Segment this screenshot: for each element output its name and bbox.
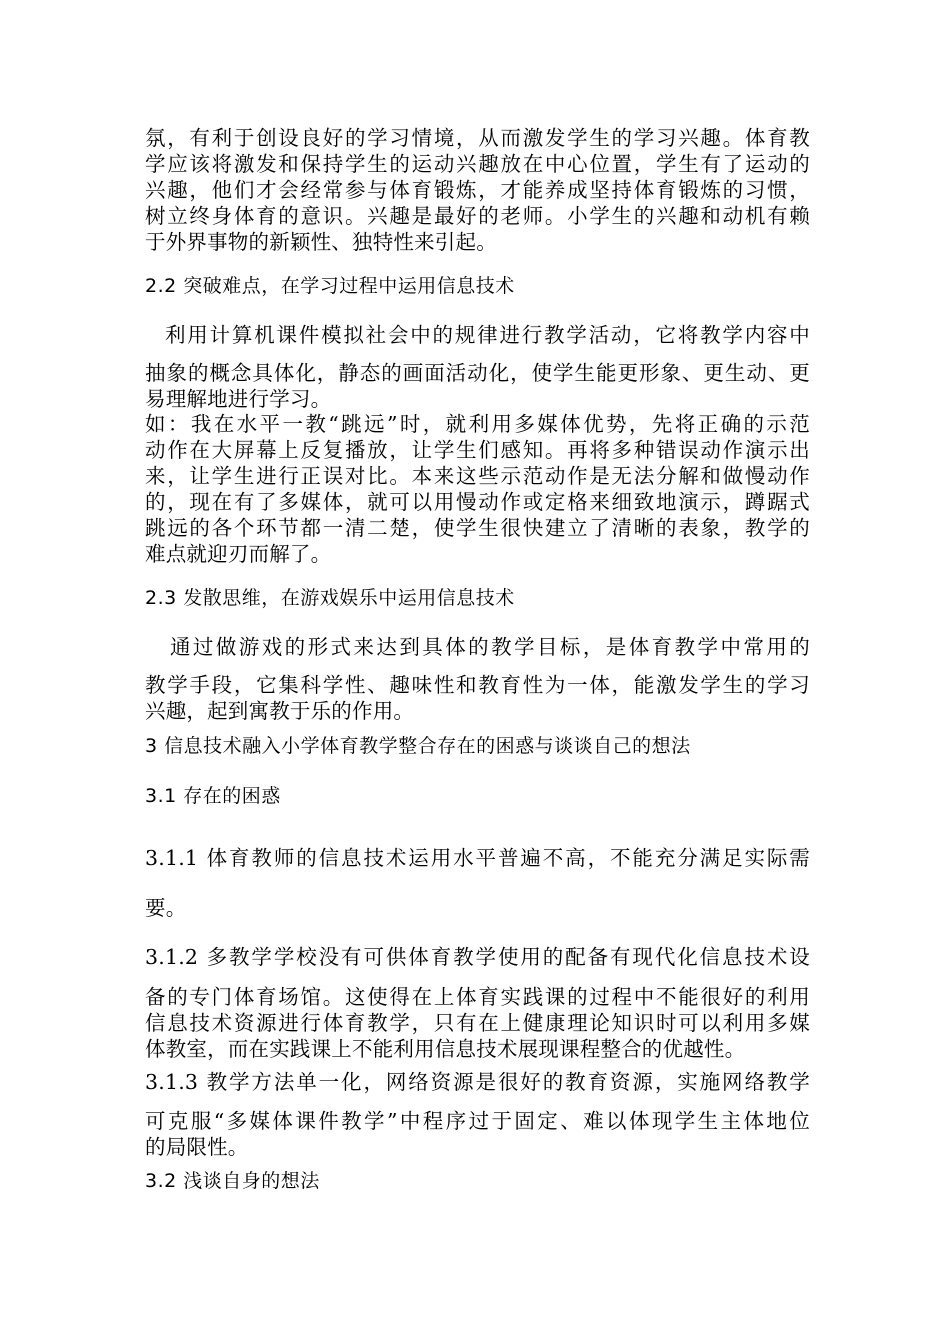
- paragraph-line: 3.1.3 教学方法单一化，网络资源是很好的教育资源，实施网络教学: [145, 1070, 810, 1094]
- paragraph-line: 氛，有利于创设良好的学习情境，从而激发学生的学习兴趣。体育教: [145, 126, 810, 150]
- paragraph-line: 抽象的概念具体化，静态的画面活动化，使学生能更形象、更生动、更: [145, 361, 810, 385]
- paragraph-line: 于外界事物的新颖性、独特性来引起。: [145, 230, 497, 254]
- paragraph-line: 备的专门体育场馆。这使得在上体育实践课的过程中不能很好的利用: [145, 985, 810, 1009]
- paragraph-line: 兴趣，他们才会经常参与体育锻炼，才能养成坚持体育锻炼的习惯，: [145, 178, 810, 202]
- paragraph-line: 3.1.2 多教学学校没有可供体育教学使用的配备有现代化信息技术设: [145, 945, 810, 969]
- paragraph-line: 的局限性。: [145, 1135, 249, 1159]
- paragraph-line: 动作在大屏幕上反复播放，让学生们感知。再将多种错误动作演示出: [145, 438, 810, 462]
- paragraph-line: 3.1.1 体育教师的信息技术运用水平普遍不高，不能充分满足实际需: [145, 846, 810, 870]
- paragraph-line: 如：我在水平一教“跳远”时，就利用多媒体优势，先将正确的示范: [145, 412, 810, 436]
- paragraph-line: 学应该将激发和保持学生的运动兴趣放在中心位置，学生有了运动的: [145, 152, 810, 176]
- paragraph-line: 教学手段，它集科学性、趣味性和教育性为一体，能激发学生的学习: [145, 673, 810, 697]
- paragraph-line: 易理解地进行学习。: [145, 387, 332, 411]
- paragraph-line: 来，让学生进行正误对比。本来这些示范动作是无法分解和做慢动作: [145, 464, 810, 488]
- paragraph-line: 通过做游戏的形式来达到具体的教学目标，是体育教学中常用的: [170, 635, 810, 659]
- paragraph-line: 兴趣，起到寓教于乐的作用。: [145, 699, 415, 723]
- paragraph-line: 体教室，而在实践课上不能利用信息技术展现课程整合的优越性。: [145, 1037, 746, 1061]
- paragraph-line: 树立终身体育的意识。兴趣是最好的老师。小学生的兴趣和动机有赖: [145, 204, 810, 228]
- paragraph-line: 的，现在有了多媒体，就可以用慢动作或定格来细致地演示，蹲踞式: [145, 490, 810, 514]
- paragraph-line: 利用计算机课件模拟社会中的规律进行教学活动，它将教学内容中: [165, 323, 810, 347]
- paragraph-line: 要。: [145, 896, 187, 920]
- paragraph-line: 信息技术资源进行体育教学，只有在上健康理论知识时可以利用多媒: [145, 1011, 810, 1035]
- section-heading-2-2: 2.2 突破难点，在学习过程中运用信息技术: [145, 275, 515, 297]
- paragraph-line: 跳远的各个环节都一清二楚，使学生很快建立了清晰的表象，教学的: [145, 516, 810, 540]
- section-heading-3-1: 3.1 存在的困惑: [145, 785, 281, 807]
- paragraph-line: 可克服“多媒体课件教学”中程序过于固定、难以体现学生主体地位: [145, 1109, 810, 1133]
- paragraph-line: 难点就迎刃而解了。: [145, 542, 332, 566]
- section-heading-3-2: 3.2 浅谈自身的想法: [145, 1170, 320, 1192]
- section-heading-3: 3 信息技术融入小学体育教学整合存在的困惑与谈谈自己的想法: [145, 735, 691, 757]
- section-heading-2-3: 2.3 发散思维，在游戏娱乐中运用信息技术: [145, 587, 515, 609]
